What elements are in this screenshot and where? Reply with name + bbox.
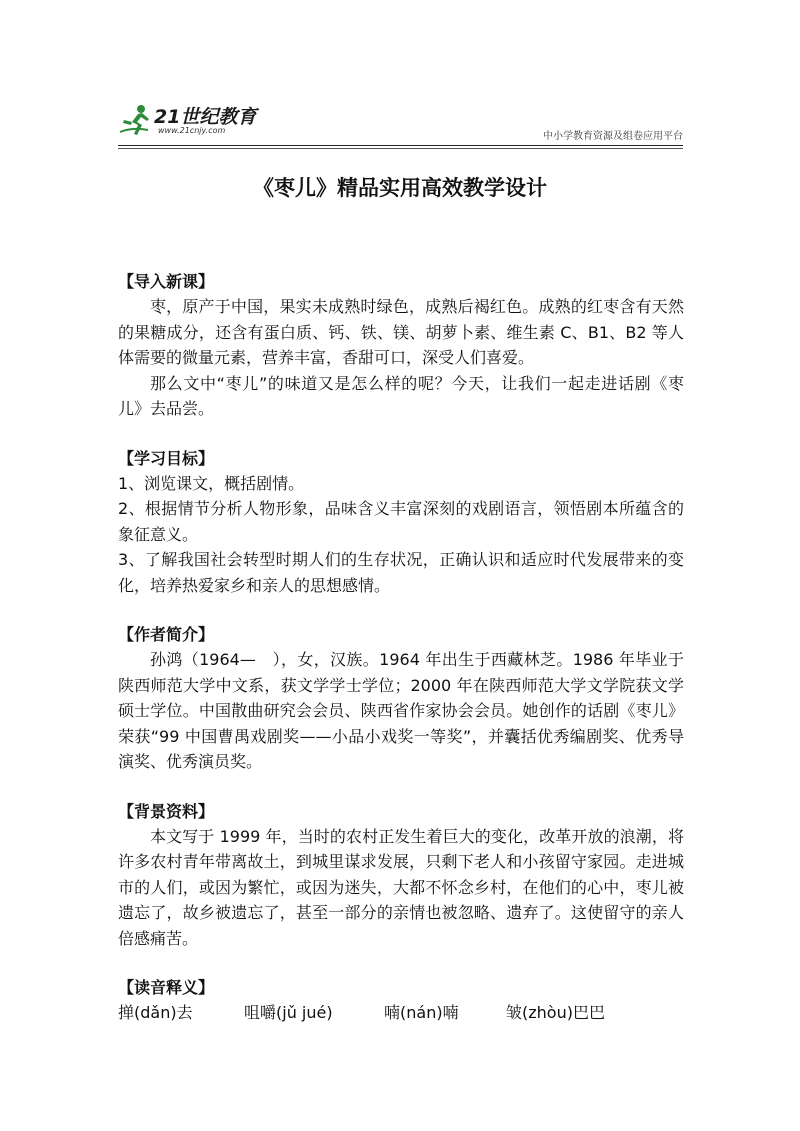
section-background (118, 800, 684, 952)
runner-logo-icon (118, 102, 158, 142)
page-header (118, 100, 683, 144)
document-body (118, 270, 684, 1026)
list-item: 3、了解我国社会转型时期人们的生存状况，正确认识和适应时代发展带来的变化，培养热爱家乡和亲人的思想感情。 (118, 550, 684, 595)
page-title: 《枣儿》精品实用高效教学设计 (253, 176, 547, 200)
pronunciation-item: 咀嚼(jǔ jué) (244, 1003, 333, 1022)
section-heading: 【学习目标】 (118, 448, 215, 468)
section-objectives (118, 447, 684, 599)
section-pronunciation (118, 976, 684, 1026)
section-heading: 【读音释义】 (118, 978, 215, 997)
platform-tagline: 中小学教育资源及组卷应用平台 (543, 131, 683, 142)
pronunciation-item: 掸(dǎn)去 (118, 1003, 193, 1022)
paragraph: 本文写于 1999 年，当时的农村正发生着巨大的变化，改革开放的浪潮，将许多农村青年带离故土，到城里谋求发展，只剩下老人和小孩留守家园。走进城市的人们，或因为繁忙，或因为迷失，大都不怀念乡村，在他们的心中，枣儿被遗忘了，故乡被遗忘了，甚至一部分的亲情也被忽略、遗弃了。这使留守的亲人倍感痛苦。 (118, 826, 684, 948)
paragraph: 枣，原产于中国，果实未成熟时绿色，成熟后褐红色。成熟的红枣含有天然的果糖成分，还含有蛋白质、钙、铁、镁、胡萝卜素、维生素 C、B1、B2 等人体需要的微量元素，营养丰富，香甜可口，深受人们喜爱。 (118, 297, 684, 367)
pronunciation-item: 喃(nán)喃 (384, 1003, 459, 1022)
list-item: 1、浏览课文，概括剧情。 (118, 473, 305, 493)
header-divider (118, 145, 683, 146)
section-heading: 【导入新课】 (118, 272, 215, 291)
header-divider-secondary (118, 148, 683, 149)
paragraph: 那么文中“枣儿”的味道又是怎么样的呢？今天，让我们一起走进话剧《枣儿》去品尝。 (118, 373, 684, 418)
section-author (118, 623, 684, 775)
section-heading: 【作者简介】 (118, 625, 215, 644)
logo-url: www.21cnjy.com (158, 126, 226, 135)
section-intro (118, 270, 684, 422)
section-heading: 【背景资料】 (118, 801, 215, 821)
pronunciation-list (118, 1000, 684, 1026)
list-item: 2、根据情节分析人物形象，品味含义丰富深刻的戏剧语言，领悟剧本所蕴含的象征意义。 (118, 499, 684, 544)
logo (118, 100, 278, 144)
paragraph: 孙鸿（1964— ），女，汉族。1964 年出生于西藏林芝。1986 年毕业于陕西师范大学中文系，获文学学士学位；2000 年在陕西师范大学文学院获文学硕士学位。中国散曲研究会会员、陕西省作家协会会员。她创作的话剧《枣儿》荣获“99 中国曹禺戏剧奖——小品小戏奖一等奖”，并囊括优秀编剧奖、优秀导演奖、优秀演员奖。 (118, 650, 684, 771)
logo-text: 21世纪教育 (154, 106, 257, 128)
pronunciation-item: 皱(zhòu)巴巴 (506, 1003, 605, 1022)
